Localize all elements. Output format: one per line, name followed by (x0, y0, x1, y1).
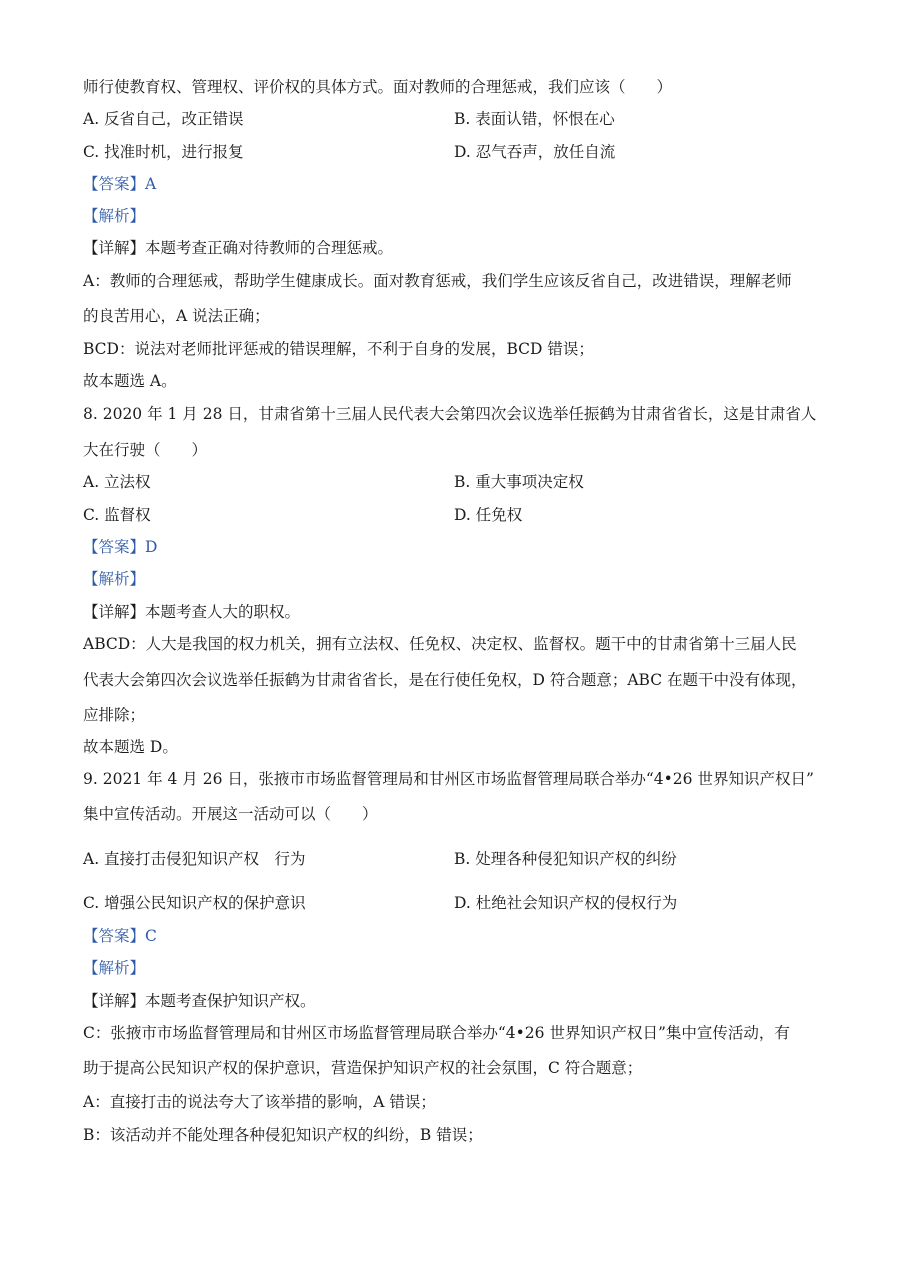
q7-analysis-heading: 【解析】 (83, 207, 146, 225)
q8-line-1: ABCD：人大是我国的权力机关，拥有立法权、任免权、决定权、监督权。题干中的甘肃省第十三届人民 (83, 635, 797, 653)
q7-option-d: D. 忍气吞声，放任自流 (454, 143, 616, 161)
q8-option-b: B. 重大事项决定权 (454, 473, 584, 491)
q8-option-d: D. 任免权 (454, 506, 523, 524)
q7-line-3: BCD：说法对老师批评惩戒的错误理解，不利于自身的发展，BCD 错误； (83, 340, 594, 358)
q7-line-1: A：教师的合理惩戒，帮助学生健康成长。面对教育惩戒，我们学生应该反省自己，改进错误，理解老师 (83, 272, 792, 290)
q8-option-c: C. 监督权 (83, 506, 151, 524)
q9-option-b: B. 处理各种侵犯知识产权的纠纷 (454, 850, 677, 868)
q9-line-1: C：张掖市市场监督管理局和甘州区市场监督管理局联合举办“4•26 世界知识产权日”集中宣传活动，有 (83, 1024, 790, 1042)
q9-stem-1: 9. 2021 年 4 月 26 日，张掖市市场监督管理局和甘州区市场监督管理局联合举办“4•26 世界知识产权日” (83, 770, 814, 788)
q9-line-4: B：该活动并不能处理各种侵犯知识产权的纠纷，B 错误； (83, 1126, 483, 1144)
q8-line-3: 应排除； (83, 706, 146, 724)
q7-detail: 【详解】本题考查正确对待教师的合理惩戒。 (83, 239, 394, 257)
q8-option-a: A. 立法权 (83, 473, 151, 491)
q8-analysis-heading: 【解析】 (83, 570, 146, 588)
q9-option-c: C. 增强公民知识产权的保护意识 (83, 894, 306, 912)
q8-line-4: 故本题选 D。 (83, 738, 178, 756)
q7-answer: 【答案】A (83, 175, 157, 193)
q9-answer: 【答案】C (83, 927, 157, 945)
q7-line-4: 故本题选 A。 (83, 372, 177, 390)
q9-option-d: D. 杜绝社会知识产权的侵权行为 (454, 894, 678, 912)
q7-option-c: C. 找准时机，进行报复 (83, 143, 244, 161)
q8-detail: 【详解】本题考查人大的职权。 (83, 603, 301, 621)
q8-line-2: 代表大会第四次会议选举任振鹤为甘肃省省长，是在行使任免权，D 符合题意；ABC 在题干中没有体现， (83, 671, 807, 689)
q9-analysis-heading: 【解析】 (83, 959, 146, 977)
q9-detail: 【详解】本题考查保护知识产权。 (83, 992, 316, 1010)
q9-line-2: 助于提高公民知识产权的保护意识，营造保护知识产权的社会氛围，C 符合题意； (83, 1059, 643, 1077)
q9-option-a: A. 直接打击侵犯知识产权 行为 (83, 850, 306, 868)
q9-stem-2: 集中宣传活动。开展这一活动可以（ ） (83, 805, 378, 823)
q8-stem-2: 大在行驶（ ） (83, 441, 208, 459)
q7-line-2: 的良苦用心，A 说法正确； (83, 307, 270, 325)
q7-option-a: A. 反省自己，改正错误 (83, 110, 244, 128)
q7-option-b: B. 表面认错，怀恨在心 (454, 110, 615, 128)
intro-line: 师行使教育权、管理权、评价权的具体方式。面对教师的合理惩戒，我们应该（ ） (83, 78, 673, 96)
q8-stem-1: 8. 2020 年 1 月 28 日，甘肃省第十三届人民代表大会第四次会议选举任振鹤为甘肃省省长，这是甘肃省人 (83, 405, 817, 423)
q8-answer: 【答案】D (83, 538, 158, 556)
q9-line-3: A：直接打击的说法夸大了该举措的影响，A 错误； (83, 1093, 436, 1111)
